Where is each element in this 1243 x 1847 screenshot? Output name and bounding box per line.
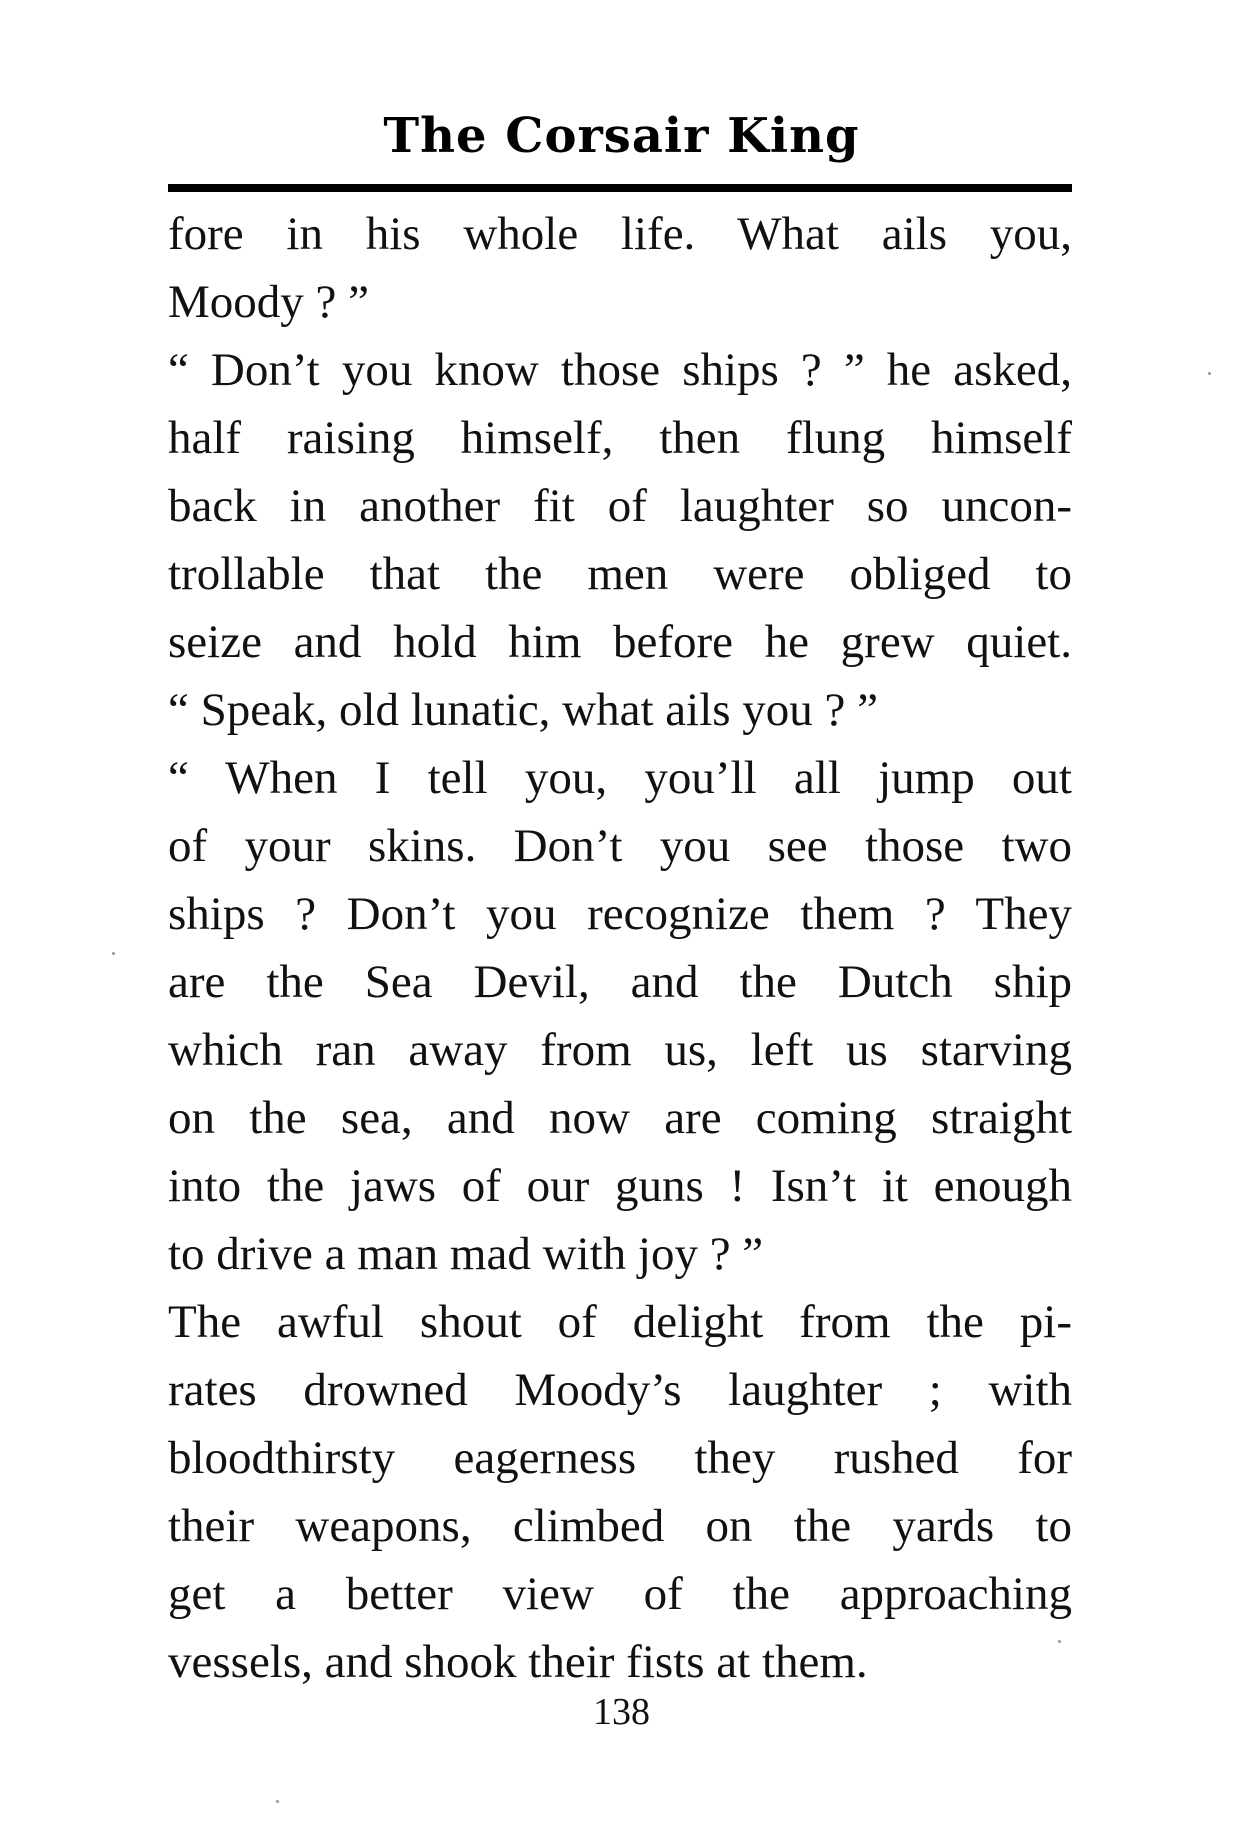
text-line: fore in his whole life. What ails you, [168,208,1072,260]
text-line: their weapons, climbed on the yards to [168,1500,1072,1552]
paper-speck [112,952,115,955]
page-number: 138 [593,1691,650,1733]
text-line: “ Don’t you know those ships ? ” he asked, [168,344,1072,396]
text-line: ships ? Don’t you recognize them ? They [168,888,1072,940]
text-line: vessels, and shook their fists at them. [168,1636,868,1688]
text-line: of your skins. Don’t you see those two [168,820,1072,872]
header-rule [168,184,1072,192]
running-head: The Corsair King [383,108,860,164]
text-line: get a better view of the approaching [168,1568,1072,1620]
text-line: trollable that the men were obliged to [168,548,1072,600]
text-line: “ When I tell you, you’ll all jump out [168,752,1072,804]
text-line: on the sea, and now are coming straight [168,1092,1072,1144]
text-line: Moody ? ” [168,276,370,328]
text-line: rates drowned Moody’s laughter ; with [168,1364,1072,1416]
paper-speck [276,1800,279,1803]
text-line: half raising himself, then flung himself [168,412,1072,464]
text-line: back in another fit of laughter so uncon- [168,480,1072,532]
text-line: into the jaws of our guns ! Isn’t it enough [168,1160,1072,1212]
text-line: The awful shout of delight from the pi- [168,1296,1072,1348]
text-line: “ Speak, old lunatic, what ails you ? ” [168,684,879,736]
text-line: bloodthirsty eagerness they rushed for [168,1432,1072,1484]
body-text [168,200,1072,1696]
text-line: are the Sea Devil, and the Dutch ship [168,956,1072,1008]
paper-speck [1058,1640,1061,1643]
paper-speck [1208,372,1211,375]
text-line: which ran away from us, left us starving [168,1024,1072,1076]
text-line: to drive a man mad with joy ? ” [168,1228,764,1280]
text-line: seize and hold him before he grew quiet. [168,616,1072,668]
